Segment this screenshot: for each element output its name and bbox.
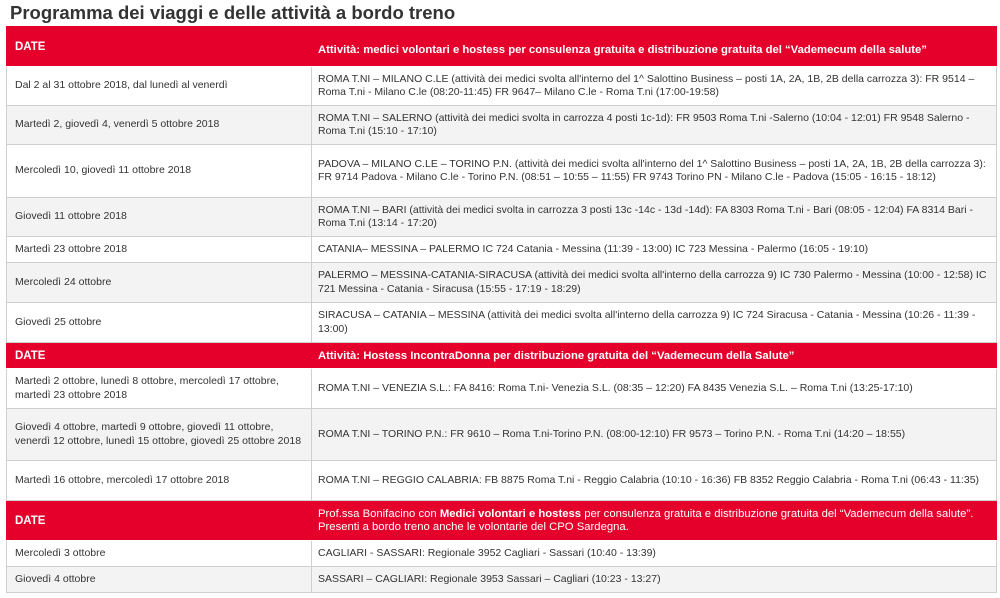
row-activity: CATANIA– MESSINA – PALERMO IC 724 Catania - Messina (11:39 - 13:00) IC 723 Messina - Palermo (16:05 - 19:10) [312,237,997,263]
row-date: Dal 2 al 31 ottobre 2018, dal lunedì al venerdì [7,67,312,106]
section-header [7,343,997,369]
row-activity: SASSARI – CAGLIARI: Regionale 3953 Sassari – Cagliari (10:23 - 13:27) [312,567,997,593]
row-date: Martedì 2 ottobre, lunedì 8 ottobre, mercoledì 17 ottobre, martedì 23 ottobre 2018 [7,369,312,409]
table-row [7,106,997,145]
section-header [7,501,997,541]
header-text-part: Prof.ssa Bonifacino con [318,507,440,520]
date-column-header: DATE [7,501,312,541]
date-column-header: DATE [7,343,312,369]
row-date: Martedì 16 ottobre, mercoledì 17 ottobre 2018 [7,461,312,501]
header-text-part: per consulenza gratuita e distribuzione gratuita del “Vademecum della salute”. Presenti a bordo treno anche le volontarie del CPO Sardegna. [318,507,974,533]
page-title: Programma dei viaggi e delle attività a bordo treno [10,2,456,23]
activity-column-header [312,501,997,541]
table-row [7,369,997,409]
row-activity: PADOVA – MILANO C.LE – TORINO P.N. (attività dei medici svolta all'interno del 1^ Salottino Business – posti 1A, 2A, 1B, 2B della carrozza 3): FR 9714 Padova - Milano C.le - Torino P.N. (08:51 – 10:55 – 11:55) FR 9743 Torino PN - Milano C.le - Padova (15:05 - 16:15 - 18:12) [312,145,997,198]
row-activity: ROMA T.NI – REGGIO CALABRIA: FB 8875 Roma T.ni - Reggio Calabria (10:10 - 16:36) FB 8352 Reggio Calabria - Roma T.ni (06:43 - 11:35) [312,461,997,501]
row-activity: CAGLIARI - SASSARI: Regionale 3952 Cagliari - Sassari (10:40 - 13:39) [312,541,997,567]
row-date: Mercoledì 3 ottobre [7,541,312,567]
row-date: Giovedì 25 ottobre [7,303,312,343]
row-activity: ROMA T.NI – TORINO P.N.: FR 9610 – Roma T.ni-Torino P.N. (08:00-12:10) FR 9573 – Torino P.N. - Roma T.ni (14:20 – 18:55) [312,409,997,461]
date-column-header: DATE [7,27,312,67]
header-text-emphasis: Medici volontari e hostess [439,507,582,520]
row-date: Giovedì 4 ottobre, martedì 9 ottobre, giovedì 11 ottobre, venerdì 12 ottobre, lunedì 15 ottobre, giovedì 25 ottobre 2018 [7,409,312,461]
row-date: Mercoledì 10, giovedì 11 ottobre 2018 [7,145,312,198]
row-date: Giovedì 11 ottobre 2018 [7,198,312,237]
row-date: Mercoledì 24 ottobre [7,263,312,303]
table-row [7,198,997,237]
row-date: Martedì 23 ottobre 2018 [7,237,312,263]
row-activity: PALERMO – MESSINA-CATANIA-SIRACUSA (attività dei medici svolta all'interno della carrozza 9) IC 730 Palermo - Messina (10:00 - 12:58) IC 721 Messina - Catania - Siracusa (15:55 - 17:19 - 18:29) [312,263,997,303]
table-row [7,567,997,593]
row-activity: ROMA T.NI – MILANO C.LE (attività dei medici svolta all'interno del 1^ Salottino Business – posti 1A, 2A, 1B, 2B della carrozza 3): FR 9514 – Roma T.ni - Milano C.le (08:20-11:45) FR 9647– Milano C.le - Roma T.ni (17:00-19:58) [312,67,997,106]
activity-column-header: Attività: medici volontari e hostess per consulenza gratuita e distribuzione gratuita del “Vademecum della salute” [312,27,997,67]
row-activity: SIRACUSA – CATANIA – MESSINA (attività dei medici svolta all'interno della carrozza 9) IC 724 Siracusa - Catania - Messina (10:26 - 11:39 - 13:00) [312,303,997,343]
table-row [7,461,997,501]
schedule-table [6,26,997,593]
table-row [7,541,997,567]
row-activity: ROMA T.NI – BARI (attività dei medici svolta in carrozza 3 posti 13c -14c - 13d -14d): FA 8303 Roma T.ni - Bari (08:05 - 12:04) FA 8314 Bari - Roma T.ni (13:14 - 17:20) [312,198,997,237]
activity-column-header: Attività: Hostess IncontraDonna per distribuzione gratuita del “Vademecum della Salute” [312,343,997,369]
table-row [7,67,997,106]
table-row [7,303,997,343]
table-row [7,263,997,303]
row-date: Martedì 2, giovedì 4, venerdì 5 ottobre 2018 [7,106,312,145]
row-activity: ROMA T.NI – SALERNO (attività dei medici svolta in carrozza 4 posti 1c-1d): FR 9503 Roma T.ni -Salerno (10:04 - 12:01) FR 9548 Salerno - Roma T.ni (15:10 - 17:10) [312,106,997,145]
table-row [7,409,997,461]
row-activity: ROMA T.NI – VENEZIA S.L.: FA 8416: Roma T.ni- Venezia S.L. (08:35 – 12:20) FA 8435 Venezia S.L. – Roma T.ni (13:25-17:10) [312,369,997,409]
section-header [7,27,997,67]
row-date: Giovedì 4 ottobre [7,567,312,593]
table-row [7,237,997,263]
table-row [7,145,997,198]
